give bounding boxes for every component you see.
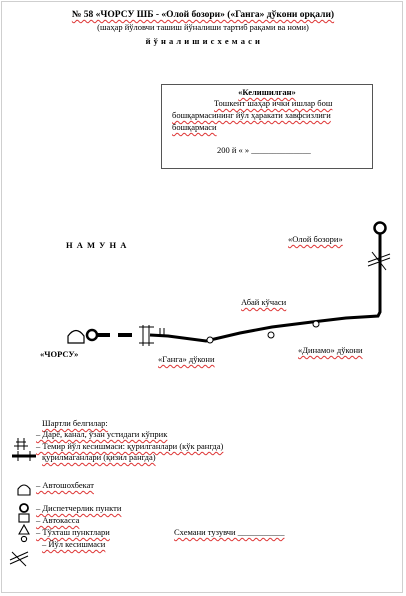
stop-point-icon xyxy=(207,337,213,343)
abay-street-label: Абай кўчаси xyxy=(241,297,287,307)
legend-item-rail-built: – Темир йўл кесишмаси: қурилганлари (кўк рангда) xyxy=(36,441,224,451)
dinamo-label: «Динамо» дўкони xyxy=(298,345,363,355)
legend-ticket-office-icon xyxy=(19,514,29,522)
legend-bus-station-icon xyxy=(18,485,30,495)
approval-date: 200 й « » ______________ xyxy=(217,145,311,155)
legend-item-bus-station: – Автошохбекат xyxy=(36,480,94,490)
legend-dispatch-point-icon xyxy=(20,504,28,512)
namuna-label: Н А М У Н А xyxy=(66,240,128,250)
approval-heading: «Келишилган» xyxy=(238,87,296,97)
olay-terminal-icon xyxy=(375,223,386,234)
stop-point-icon xyxy=(313,321,319,327)
chorsu-label: «ЧОРСУ» xyxy=(40,349,79,359)
legend-item-ticket-office: – Автокасса xyxy=(36,515,80,525)
legend-title: Шартли белгилар: xyxy=(42,418,108,428)
ganga-label: «Ганга» дўкони xyxy=(158,354,215,364)
legend-road-intersection-icon xyxy=(10,552,28,566)
legend-bridge-icon xyxy=(14,438,28,450)
route-subtitle: (шаҳар йўловчи ташиш йўналиши тартиб рақами ва номи) xyxy=(97,22,309,32)
route-title: № 58 «ЧОРСУ ШБ - «Олой бозори» («Ганга» дўкони орқали) xyxy=(71,10,335,20)
olay-bozori-label: «Олой бозори» xyxy=(288,234,343,244)
chorsu-bus-station-icon xyxy=(68,331,84,344)
legend-stop-triangle-icon xyxy=(19,525,29,534)
legend-item-intersection: – Йўл кесишмаси xyxy=(42,539,106,549)
legend-stop-point-icon xyxy=(21,536,26,541)
legend-item-dispatch: – Диспетчерлик пункти xyxy=(36,503,122,513)
legend-item-rail-unbuilt: қурилмаганлари (қизил рангда) xyxy=(42,452,156,462)
approval-line-2: бошқармасининг йўл ҳаракати хавфсизлиги xyxy=(172,110,331,120)
legend-rail-crossing-icon xyxy=(12,451,36,461)
approval-line-1: Тошкент шаҳар ички ишлар бош xyxy=(214,98,333,108)
stop-point-icon xyxy=(268,332,274,338)
route-line xyxy=(96,232,380,341)
legend-item-bridge: – Дарё, канал, ўзан устидаги кўприк xyxy=(36,429,168,439)
legend-item-stops: – Тўхташ пунктлари xyxy=(36,527,110,537)
chorsu-terminal-icon xyxy=(87,330,97,340)
scheme-label: й ў н а л и ш и с х е м а с и xyxy=(145,36,261,46)
scheme-compiler: Схемани тузувчи ___________ xyxy=(174,527,285,537)
approval-line-3: бошқармаси xyxy=(172,122,217,132)
